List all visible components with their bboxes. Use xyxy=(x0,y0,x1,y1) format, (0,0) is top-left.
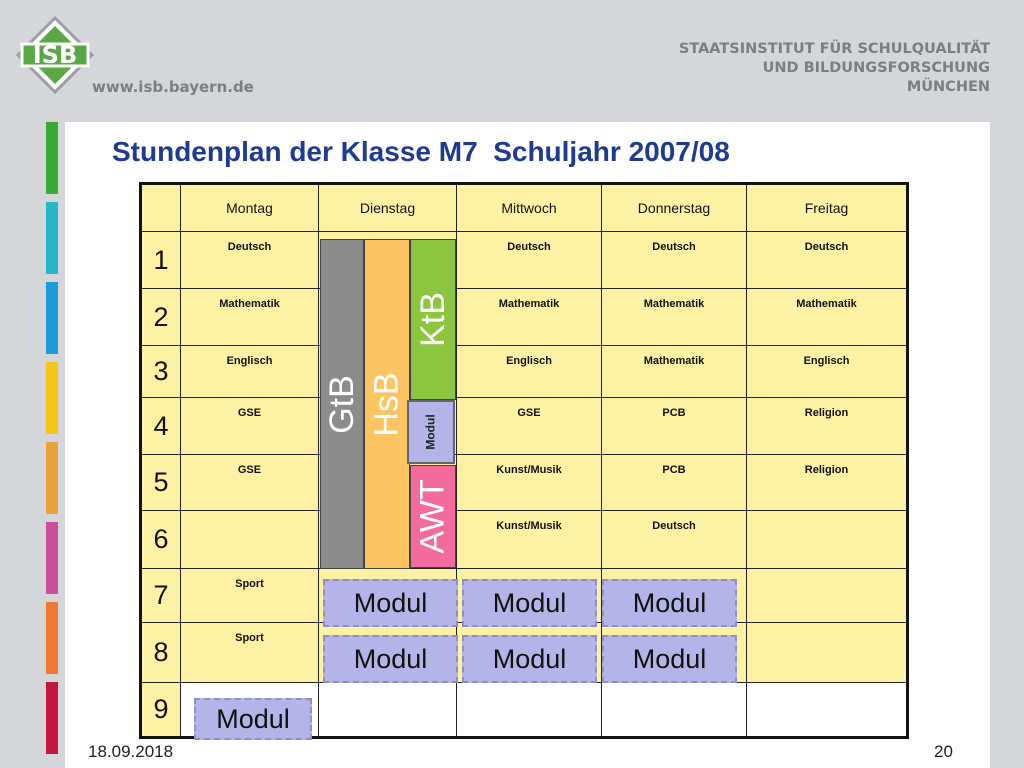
lesson-cell xyxy=(747,455,908,511)
modul-box: Modul xyxy=(602,579,737,627)
lesson-number: 2 xyxy=(141,289,181,346)
color-stripe xyxy=(46,442,58,514)
table-row xyxy=(141,289,908,346)
table-row xyxy=(141,398,908,455)
lesson-subject: Mathematik xyxy=(796,298,857,310)
lesson-subject: Mathematik xyxy=(643,298,705,310)
lesson-subject: Deutsch xyxy=(652,520,696,532)
institute-name xyxy=(679,40,990,97)
lesson-subject: Religion xyxy=(804,407,849,419)
institute-line-3: MÜNCHEN xyxy=(906,79,990,95)
modul-box: Modul xyxy=(462,579,597,627)
lesson-cell xyxy=(747,683,908,738)
lesson-subject: PCB xyxy=(662,407,686,419)
lesson-cell xyxy=(181,455,319,511)
lesson-cell xyxy=(457,398,602,455)
hsb-block xyxy=(364,239,410,569)
lesson-number: 7 xyxy=(141,569,181,623)
lesson-cell xyxy=(602,683,747,738)
day-header: Mittwoch xyxy=(457,184,602,232)
day-header: Donnerstag xyxy=(602,184,747,232)
lesson-subject: Englisch xyxy=(803,355,850,367)
lesson-subject: Mathematik xyxy=(643,355,705,367)
modul-small-block xyxy=(407,400,455,464)
lesson-subject: Religion xyxy=(804,464,849,476)
modul-box: Modul xyxy=(462,635,597,683)
lesson-cell xyxy=(181,346,319,398)
day-header: Freitag xyxy=(747,184,908,232)
institute-line-1: STAATSINSTITUT FÜR SCHULQUALITÄT xyxy=(678,41,990,57)
color-stripe xyxy=(46,522,58,594)
lesson-cell xyxy=(747,232,908,289)
gtb-label: GtB xyxy=(322,374,361,434)
lesson-subject: Kunst/Musik xyxy=(496,520,562,532)
slide-title: Stundenplan der Klasse M7 Schuljahr 2007/08 xyxy=(112,136,730,167)
table-row xyxy=(141,346,908,398)
lesson-cell xyxy=(602,289,747,346)
modul-box: Modul xyxy=(323,579,458,627)
table-row xyxy=(141,232,908,289)
lesson-cell xyxy=(747,623,908,683)
lesson-cell xyxy=(747,569,908,623)
lesson-number: 4 xyxy=(141,398,181,455)
corner-cell xyxy=(141,184,181,232)
lesson-subject: Deutsch xyxy=(804,241,849,253)
color-stripes xyxy=(46,122,58,762)
lesson-cell xyxy=(747,289,908,346)
table-row xyxy=(141,511,908,569)
awt-label: AWT xyxy=(413,479,452,554)
logo-text: ISB xyxy=(32,41,78,69)
modul-small-label: Modul xyxy=(423,414,438,450)
lesson-number: 1 xyxy=(141,232,181,289)
lesson-cell xyxy=(602,346,747,398)
lesson-subject: Deutsch xyxy=(227,241,272,253)
lesson-cell xyxy=(457,455,602,511)
lesson-cell xyxy=(181,623,319,683)
lesson-subject xyxy=(181,511,318,520)
lesson-cell xyxy=(457,683,602,738)
hsb-label: HsB xyxy=(367,371,406,437)
lesson-subject: Englisch xyxy=(506,355,552,367)
lesson-cell xyxy=(181,232,319,289)
lesson-cell xyxy=(602,511,747,569)
lesson-cell xyxy=(747,346,908,398)
lesson-subject: Mathematik xyxy=(498,298,560,310)
lesson-cell xyxy=(181,289,319,346)
footer-date: 18.09.2018 xyxy=(88,742,174,761)
lesson-subject: Mathematik xyxy=(219,298,280,310)
ktb-block xyxy=(410,239,456,400)
lesson-subject: Deutsch xyxy=(507,241,551,253)
lesson-subject: GSE xyxy=(517,407,541,419)
color-stripe xyxy=(46,602,58,674)
lesson-subject: Kunst/Musik xyxy=(496,464,562,476)
lesson-number: 5 xyxy=(141,455,181,511)
lesson-subject: GSE xyxy=(237,407,262,419)
lesson-number: 3 xyxy=(141,346,181,398)
modul-box: Modul xyxy=(323,635,458,683)
isb-logo xyxy=(16,16,94,94)
lesson-subject: Deutsch xyxy=(652,241,696,253)
awt-block xyxy=(410,465,456,568)
color-stripe xyxy=(46,362,58,434)
modul-box: Modul xyxy=(194,698,312,740)
lesson-cell xyxy=(457,289,602,346)
lesson-cell xyxy=(181,511,319,569)
day-header: Montag xyxy=(181,184,319,232)
lesson-subject: Englisch xyxy=(226,355,273,367)
table-row xyxy=(141,455,908,511)
modul-box: Modul xyxy=(602,635,737,683)
color-stripe xyxy=(46,282,58,354)
color-stripe xyxy=(46,202,58,274)
lesson-subject: GSE xyxy=(237,464,262,476)
day-header: Dienstag xyxy=(319,184,457,232)
lesson-cell xyxy=(457,511,602,569)
lesson-cell xyxy=(602,455,747,511)
ktb-label: KtB xyxy=(413,292,452,347)
timetable-header-row xyxy=(141,184,908,232)
website-url[interactable]: www.isb.bayern.de xyxy=(92,78,254,96)
lesson-cell xyxy=(457,232,602,289)
page-number: 20 xyxy=(934,742,953,761)
lesson-subject xyxy=(747,511,906,520)
gtb-block xyxy=(320,239,364,569)
lesson-cell xyxy=(747,511,908,569)
lesson-number: 6 xyxy=(141,511,181,569)
lesson-cell xyxy=(747,398,908,455)
lesson-subject: Sport xyxy=(235,578,264,590)
institute-line-2: UND BILDUNGSFORSCHUNG xyxy=(762,60,990,76)
lesson-cell xyxy=(602,398,747,455)
lesson-cell xyxy=(457,346,602,398)
lesson-cell xyxy=(181,398,319,455)
lesson-number: 9 xyxy=(141,683,181,738)
lesson-cell xyxy=(181,569,319,623)
lesson-subject: PCB xyxy=(662,464,686,476)
lesson-cell xyxy=(319,683,457,738)
lesson-subject: Sport xyxy=(235,632,264,644)
color-stripe xyxy=(46,122,58,194)
lesson-cell xyxy=(602,232,747,289)
color-stripe xyxy=(46,682,58,754)
lesson-number: 8 xyxy=(141,623,181,683)
